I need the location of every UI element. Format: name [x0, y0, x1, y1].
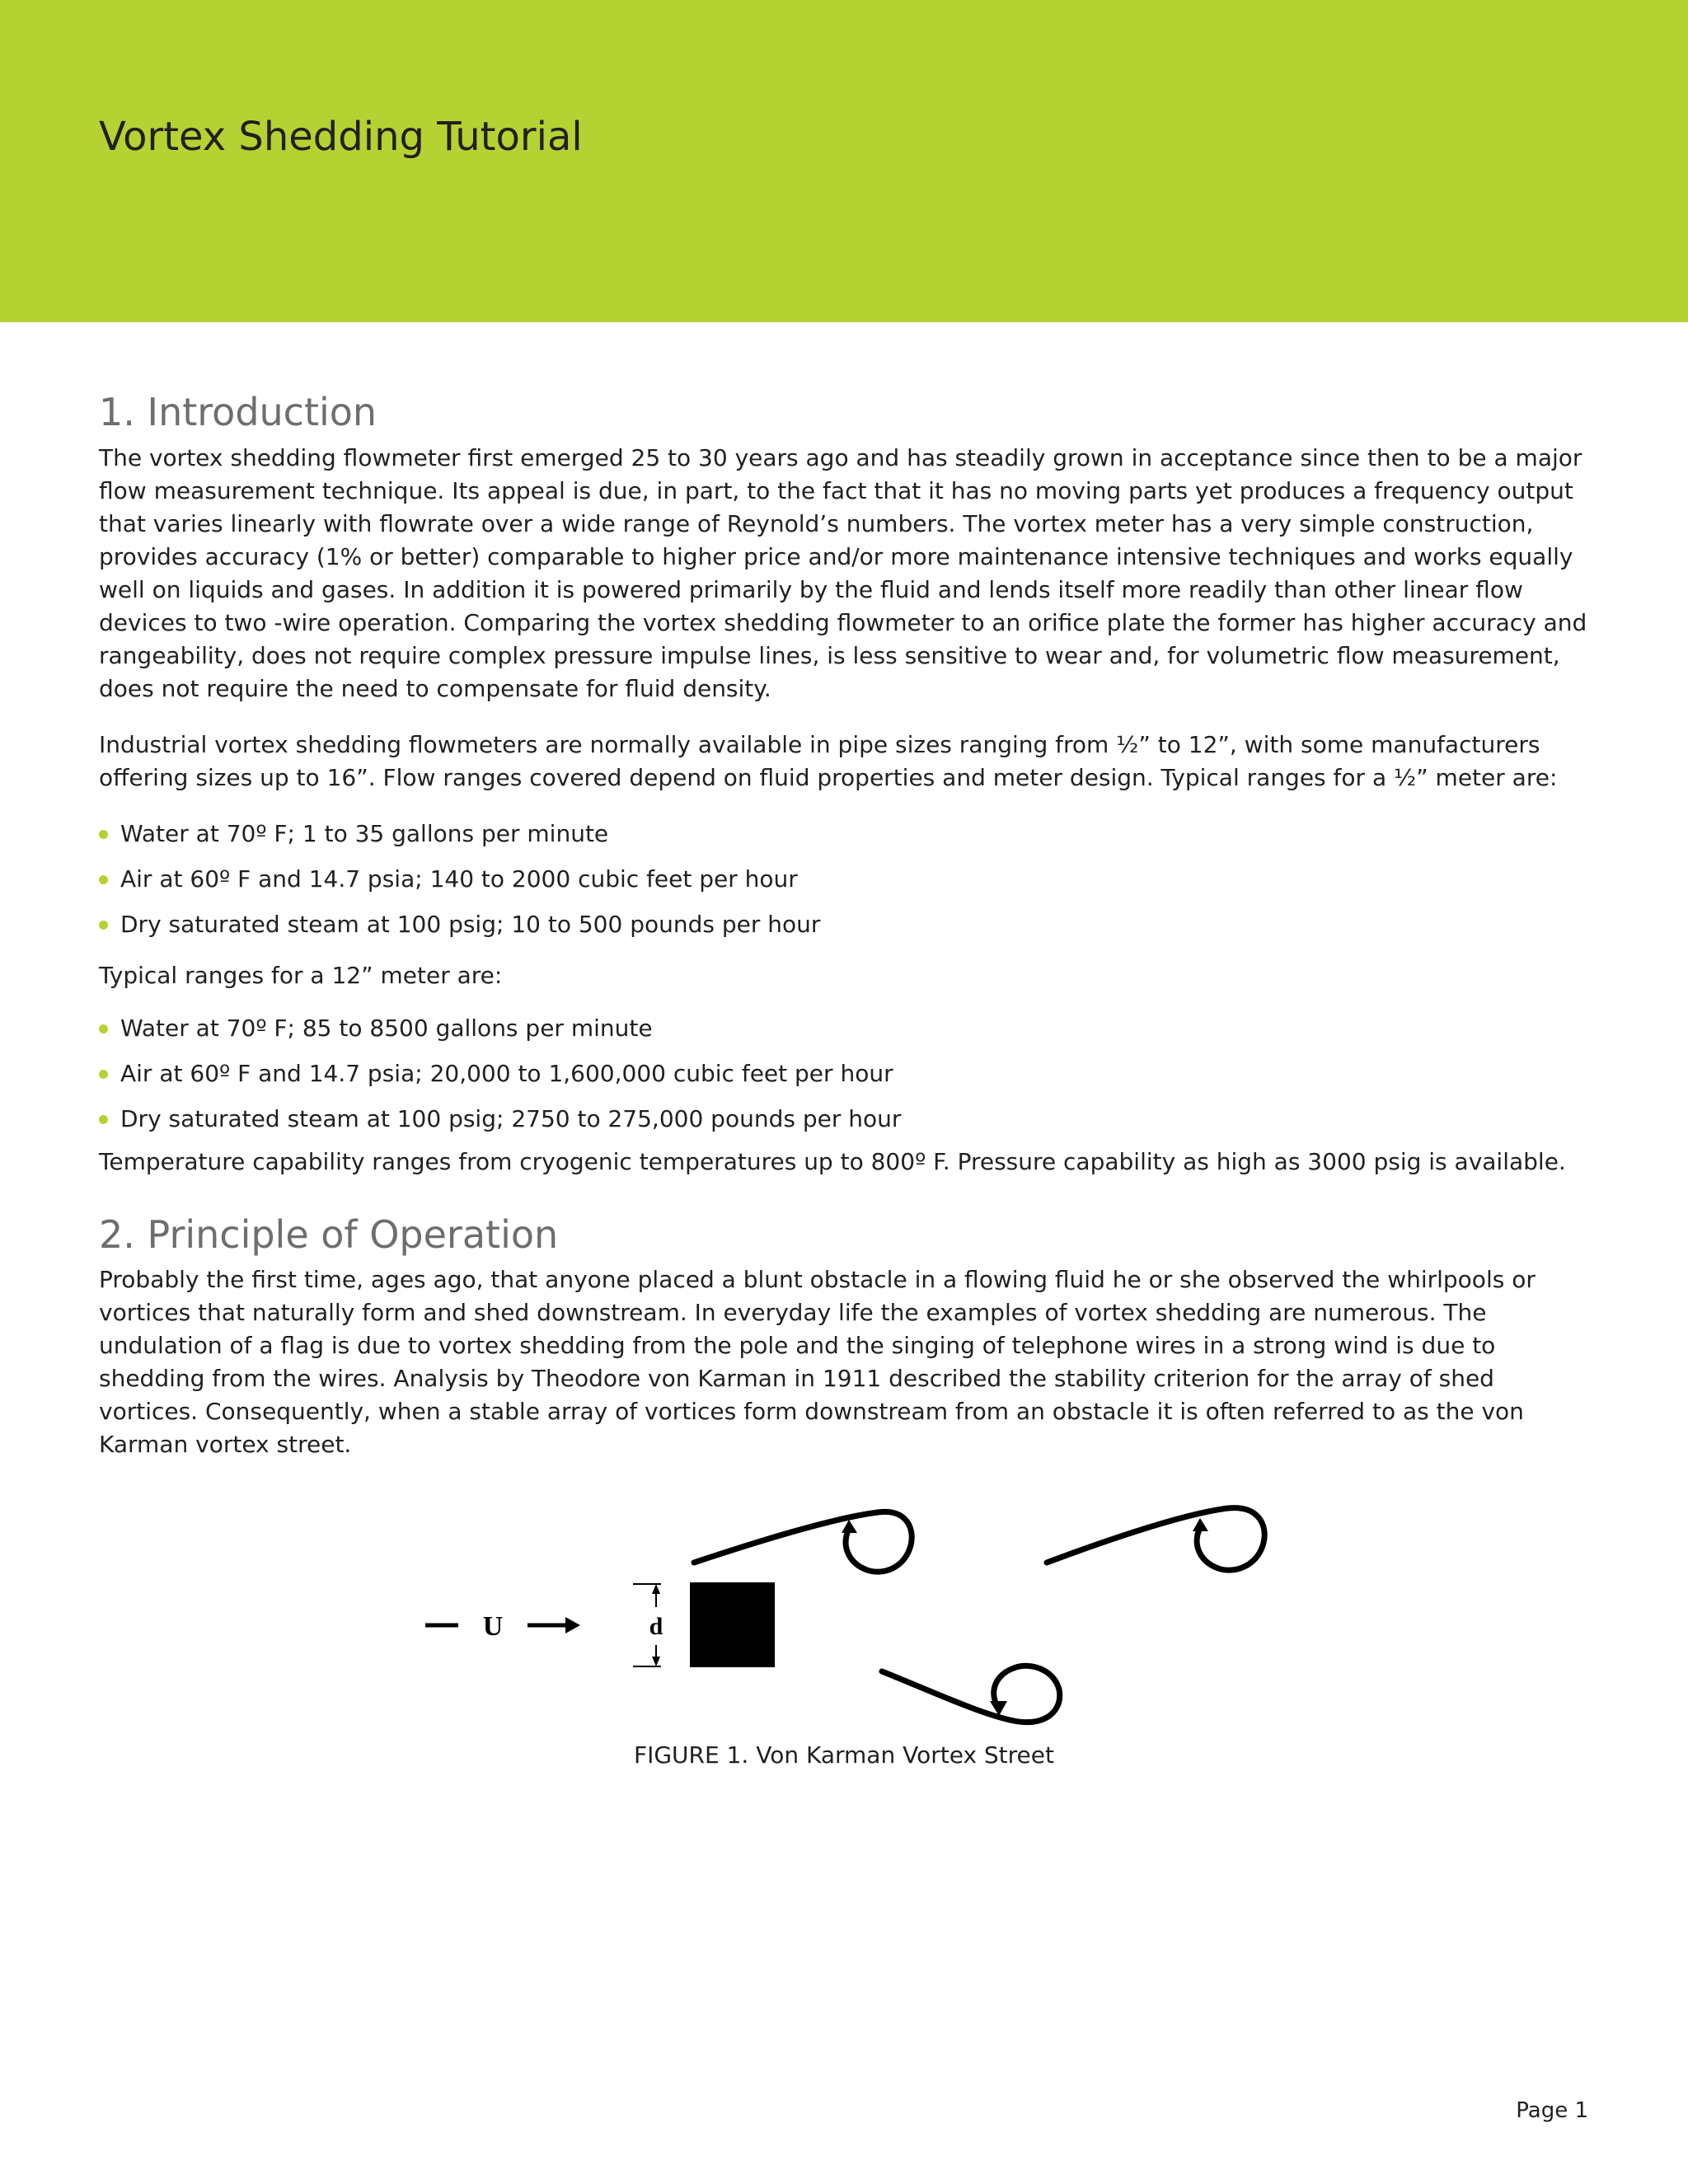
dimension-label: d	[649, 1613, 663, 1640]
list-item-text: Water at 70º F; 85 to 8500 gallons per minute	[120, 1014, 653, 1042]
twelve-inch-ranges-list	[99, 1012, 1591, 1136]
list-item	[99, 908, 1591, 941]
figure-caption: FIGURE 1. Von Karman Vortex Street	[634, 1741, 1054, 1769]
upper-vortex-2	[1047, 1508, 1264, 1571]
bullet-icon	[99, 1115, 108, 1124]
paragraph: Typical ranges for a 12” meter are:	[99, 961, 503, 989]
dimension-arrow-down-icon	[652, 1657, 660, 1666]
list-item-text: Air at 60º F and 14.7 psia; 20,000 to 1,600,000 cubic feet per hour	[120, 1059, 893, 1087]
bullet-icon	[99, 921, 108, 930]
list-item	[99, 1103, 1591, 1136]
bullet-icon	[99, 830, 108, 839]
blunt-obstacle	[690, 1582, 775, 1667]
list-item	[99, 1012, 1591, 1045]
half-inch-ranges-list	[99, 818, 1591, 941]
bullet-icon	[99, 1070, 108, 1079]
section-principle-of-operation	[99, 1212, 1591, 1462]
section-heading: 1. Introduction	[99, 390, 377, 434]
document-title: Vortex Shedding Tutorial	[99, 114, 583, 160]
lower-vortex	[882, 1666, 1060, 1722]
vortex-street-diagram	[412, 1483, 1286, 1731]
list-item	[99, 818, 1591, 851]
section-heading: 2. Principle of Operation	[99, 1212, 559, 1257]
list-item-text: Dry saturated steam at 100 psig; 2750 to 275,000 pounds per hour	[120, 1104, 902, 1132]
document-body	[99, 389, 1591, 1484]
section-introduction	[99, 389, 1591, 1179]
list-item	[99, 863, 1591, 896]
list-item-text: Dry saturated steam at 100 psig; 10 to 500 pounds per hour	[120, 910, 821, 938]
paragraph: The vortex shedding flowmeter first emerged 25 to 30 years ago and has steadily grown in acceptance since then to be a major flow measurement technique. Its appeal is due, in part, to the fact that it has no moving parts yet produces a frequency output that varies linearly with flowrate over a wide range of Reynold’s numbers. The vortex meter has a very simple construction, provides accuracy (1% or better) comparable to higher price and/or more maintenance intensive techniques and works equally well on liquids and gases. In addition it is powered primarily by the fluid and lends itself more readily than other linear flow devices to two -wire operation. Comparing the vortex shedding flowmeter to an orifice plate the former has higher accuracy and rangeability, does not require complex pressure impulse lines, is less sensitive to wear and, for volumetric flow measurement, does not require the need to compensate for fluid density.	[99, 443, 1587, 702]
upper-vortex-1	[694, 1511, 912, 1572]
paragraph: Probably the first time, ages ago, that anyone placed a blunt obstacle in a flowing fluid he or she observed the whirlpools or vortices that naturally form and shed downstream. In everyday life the examples of vortex shedding are numerous. The undulation of a flag is due to vortex shedding from the pole and the singing of telephone wires in a strong wind is due to shedding from the wires. Analysis by Theodore von Karman in 1911 described the stability criterion for the array of shed vortices. Consequently, when a stable array of vortices form downstream from an obstacle it is often referred to as the von Karman vortex street.	[99, 1266, 1536, 1458]
flow-arrowhead-icon	[565, 1617, 580, 1633]
velocity-label: U	[482, 1611, 504, 1642]
upper-vortex-1-arrow-icon	[842, 1520, 857, 1533]
list-item-text: Water at 70º F; 1 to 35 gallons per minute	[120, 819, 609, 847]
dimension-arrow-up-icon	[652, 1584, 660, 1594]
paragraph: Industrial vortex shedding flowmeters are normally available in pipe sizes ranging from ½” to 12”, with some manufacturers offering sizes up to 16”. Flow ranges covered depend on fluid properties and meter design. Typical ranges for a ½” meter are:	[99, 730, 1558, 791]
bullet-icon	[99, 1024, 108, 1033]
page-number: Page 1	[1516, 2098, 1588, 2123]
paragraph: Temperature capability ranges from cryogenic temperatures up to 800º F. Pressure capability as high as 3000 psig is available.	[99, 1147, 1566, 1175]
list-item-text: Air at 60º F and 14.7 psia; 140 to 2000 cubic feet per hour	[120, 865, 798, 893]
bullet-icon	[99, 875, 108, 884]
upper-vortex-2-arrow-icon	[1193, 1518, 1208, 1531]
list-item	[99, 1057, 1591, 1090]
